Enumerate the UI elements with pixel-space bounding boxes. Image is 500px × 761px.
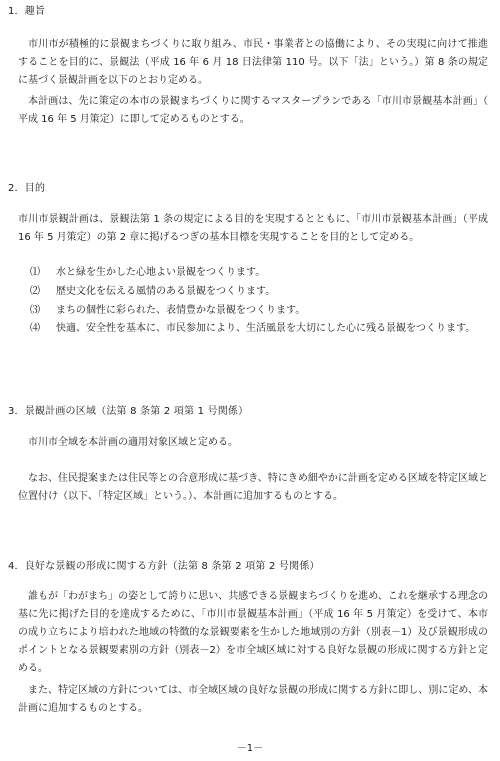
list-marker: ⑷ <box>30 323 40 334</box>
list-text: まちの個性に彩られた、表情豊かな景観をつくります。 <box>56 305 306 316</box>
page-number: －1－ <box>236 743 264 754</box>
section-4-paragraph-2: また、特定区域の方針については、市全域区域の良好な景観の形成に関する方針に即し、別に定め、本計画に追加するものとする。 <box>18 685 488 714</box>
goal-list-item-3 <box>30 302 490 320</box>
section-1-paragraph-1: 市川市が積極的に景観まちづくりに取り組み、市民・事業者との協働により、その実現に向けて推進することを目的に、景観法（平成 16 年 6 月 18 日法律第 110 号。以下「法」という。）第 8 条の規定に基づく景観計画を以下のとおり定める。 <box>18 39 488 86</box>
list-marker: ⑵ <box>30 286 40 297</box>
section-3-heading: 3．景観計画の区域（法第 8 条第 2 項第 1 号関係） <box>8 406 249 417</box>
list-text: 快適、安全性を基本に、市民参加により、生活風景を大切にした心に残る景観をつくります。 <box>56 323 476 334</box>
goal-list-item-1 <box>30 264 490 282</box>
section-3-paragraph-2: なお、住民提案または住民等との合意形成に基づき、特にきめ細やかに計画を定める区域を特定区域と位置付け（以下、「特定区域」という。）、本計画に追加するものとする。 <box>18 473 488 502</box>
section-4-heading: 4．良好な景観の形成に関する方針（法第 8 条第 2 項第 2 号関係） <box>8 561 320 572</box>
section-2-paragraph-1: 市川市景観計画は、景観法第 1 条の規定による目的を実現するとともに、「市川市景観基本計画」（平成 16 年 5 月策定）の第 2 章に掲げるつぎの基本目標を実現することを目的として定める。 <box>18 214 488 243</box>
section-4-paragraph-1: 誰もが「わがまち」の姿として誇りに思い、共感できる景観まちづくりを進め、これを継承する理念の基に先に掲げた目的を達成するために、「市川市景観基本計画」（平成 16 年 5 月策定）を受けて、本市の成り立ちにより培われた地域の特徴的な景観要素を生かした地域別の方針（別表－1）及び景観形成のポイントとなる景観要素別の方針（別表－2）を市全域区域に対する良好な景観の形成に関する方針と定める。 <box>18 591 488 674</box>
goal-list-item-4 <box>30 320 490 338</box>
section-1-paragraph-2: 本計画は、先に策定の本市の景観まちづくりに関するマスタープランである「市川市景観基本計画」（平成 16 年 5 月策定）に即して定めるものとする。 <box>18 96 488 125</box>
section-3-paragraph-1: 市川市全域を本計画の適用対象区域と定める。 <box>28 437 238 448</box>
list-marker: ⑶ <box>30 305 40 316</box>
list-text: 歴史文化を伝える風情のある景観をつくります。 <box>56 286 276 297</box>
list-text: 水と緑を生かした心地よい景観をつくります。 <box>56 267 266 278</box>
section-2-heading: 2．目的 <box>8 183 46 194</box>
list-marker: ⑴ <box>30 267 40 278</box>
section-1-heading: 1．趣旨 <box>8 6 46 17</box>
goal-list-item-2 <box>30 283 490 301</box>
